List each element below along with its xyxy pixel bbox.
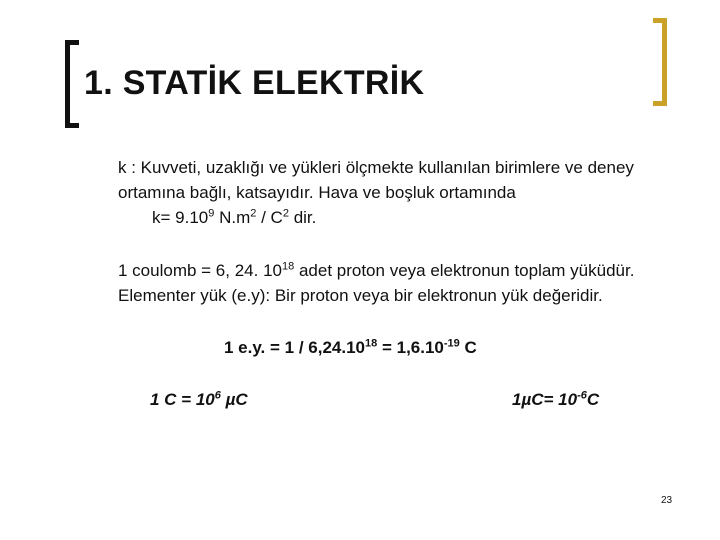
coulomb-prefix: 1 coulomb = 6, 24. 10 <box>118 261 282 280</box>
coulomb-line <box>118 258 634 283</box>
eq1-suffix: C <box>459 338 477 357</box>
k-value-line <box>118 205 634 230</box>
eq2-suffix: µC <box>220 390 248 409</box>
eq1-exponent: 18 <box>365 337 378 350</box>
eq2-exponent: 6 <box>214 389 221 402</box>
eq1-prefix: 1 e.y. = 1 / 6,24.10 <box>224 338 365 357</box>
right-bracket-decoration <box>653 18 667 106</box>
k-definition-line-1: k : Kuvveti, uzaklığı ve yükleri ölçmekte kullanılan birimlere ve deney <box>118 158 634 177</box>
k-value-unit-exponent-2: 2 <box>282 207 289 220</box>
microcoulomb-to-coulomb-equation <box>512 390 599 410</box>
k-value-unit-2: / C <box>256 208 283 227</box>
coulomb-to-microcoulomb-equation <box>150 390 248 410</box>
eq3-exponent: -6 <box>577 389 587 402</box>
coulomb-suffix: adet proton veya elektronun toplam yüküdür. <box>294 261 635 280</box>
coulomb-exponent: 18 <box>281 260 295 273</box>
elementary-charge-line: Elementer yük (e.y): Bir proton veya bir elektronun yük değeridir. <box>118 286 603 305</box>
k-value-suffix: dir. <box>288 208 317 227</box>
k-value-exponent: 9 <box>208 207 215 220</box>
k-definition-paragraph <box>118 155 634 230</box>
eq2-prefix: 1 C = 10 <box>150 390 215 409</box>
k-value-unit-1: N.m <box>214 208 251 227</box>
left-bracket-decoration <box>65 40 79 128</box>
elementary-charge-equation <box>224 338 477 358</box>
eq1-exponent-2: -19 <box>443 337 460 350</box>
k-definition-line-2: ortamına bağlı, katsayıdır. Hava ve boşluk ortamında <box>118 183 516 202</box>
k-value-unit-exponent-1: 2 <box>250 207 257 220</box>
eq1-mid: = 1,6.10 <box>377 338 444 357</box>
page-number: 23 <box>661 495 673 506</box>
eq3-prefix: 1µC= 10 <box>512 390 578 409</box>
k-value-prefix: k= 9.10 <box>152 208 209 227</box>
coulomb-paragraph <box>118 258 634 308</box>
slide-title: 1. STATİK ELEKTRİK <box>84 64 425 102</box>
eq3-suffix: C <box>586 390 600 409</box>
